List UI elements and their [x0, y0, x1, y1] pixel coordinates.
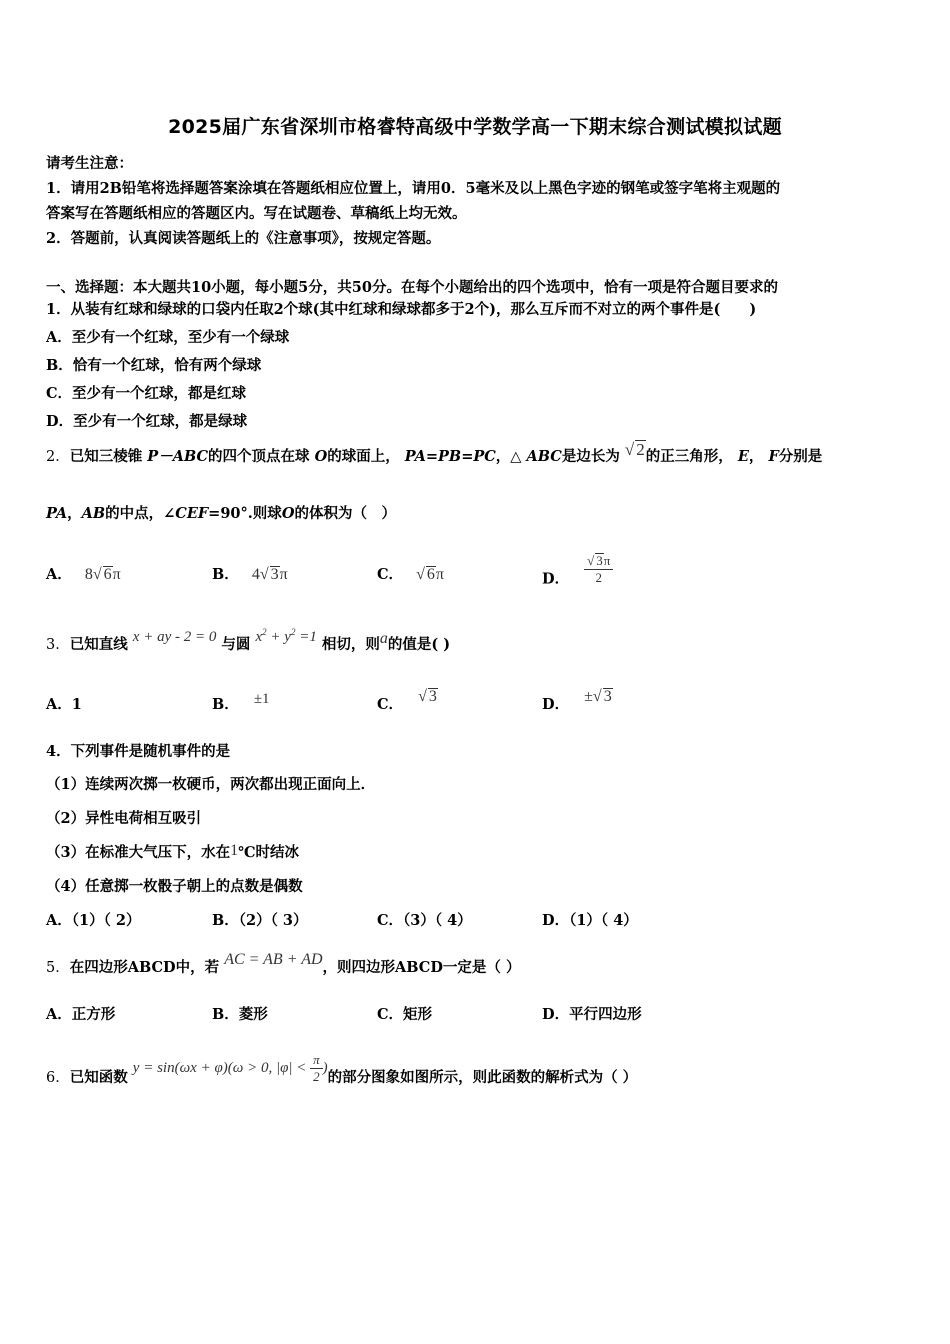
question-1-option-b: B．恰有一个红球，恰有两个绿球 — [46, 357, 262, 374]
question-number: 2． — [46, 449, 70, 465]
plus-minus: ± — [584, 688, 593, 705]
q3-text: 相切，则 — [321, 636, 380, 653]
pi: π — [603, 553, 611, 568]
question-6-stem — [46, 1052, 638, 1095]
q6-text: 已知函数 — [69, 1068, 128, 1086]
circle-equation: $x^2 + y^2 =1$ — [255, 627, 317, 645]
option-label: D． — [542, 696, 570, 713]
denominator: 2 — [313, 1069, 320, 1084]
var-x: x — [255, 629, 263, 645]
var-y: y — [284, 629, 291, 645]
q2-text: 的正三角形， — [645, 448, 733, 465]
option-fraction — [584, 553, 613, 586]
var-a: a — [379, 630, 388, 647]
option-label: B． — [212, 696, 239, 713]
radicand: 3 — [596, 553, 603, 568]
section-heading: 一、选择题：本大题共10小题，每小题5分，共50分。在每个小题给出的四个选项中，恰有一项是符合题目要求的 — [46, 279, 778, 296]
q2-var: PA — [46, 505, 68, 522]
q2-var: E — [737, 448, 749, 465]
q5-text: ，则四边形ABCD一定是（ ） — [322, 959, 521, 976]
q2-text: 的球面上， — [327, 448, 400, 465]
q2-text: 已知三棱锥 — [69, 448, 143, 465]
question-1-option-d: D．至少有一个红球，都是绿球 — [46, 413, 248, 430]
q2-text: 是边长为 — [561, 448, 620, 465]
question-4-option-b: B．（2）（ 3） — [212, 912, 308, 929]
q6-text: 的部分图象如图所示，则此函数的解析式为（ ） — [327, 1068, 638, 1086]
q2-var: CEF — [175, 505, 209, 522]
function-text: y = sin(ωx + φ)(ω > 0, |φ| < — [132, 1059, 311, 1076]
q3-text: 的值是( ) — [387, 636, 451, 653]
option-label: C． — [377, 566, 404, 583]
rhs: =1 — [299, 629, 317, 645]
question-1-stem: 1．从装有红球和绿球的口袋内任取2个球(其中红球和绿球都多于2个)，那么互斥而不对立的两个事件是( ) — [46, 301, 757, 318]
q3-text: 已知直线 — [69, 636, 128, 653]
notice-item-1: 1．请用2B铅笔将选择题答案涂填在答题纸相应位置上，请用0．5毫米及以上黑色字迹的钢笔或签字笔将主观题的 — [46, 180, 781, 197]
q2-text: 的四个顶点在球 — [208, 448, 310, 465]
coef: 4 — [251, 566, 260, 583]
pi: π — [435, 566, 444, 583]
option-math: 8√ 6π — [84, 566, 121, 583]
radicand: 3 — [603, 688, 612, 705]
question-3-option-d — [542, 688, 613, 714]
question-number: 6． — [46, 1069, 70, 1086]
q2-var: AB — [81, 505, 106, 522]
q2-var: PA=PB=PC — [404, 448, 496, 465]
question-2-option-c — [377, 563, 444, 584]
numerator: √ 3π — [584, 553, 613, 570]
question-4-item-1: （1）连续两次掷一枚硬币，两次都出现正面向上． — [46, 776, 376, 793]
question-2-stem — [46, 440, 823, 466]
notice-item-2: 2．答题前，认真阅读答题纸上的《注意事项》，按规定答题。 — [46, 230, 441, 247]
question-4-option-c: C．（3）（ 4） — [377, 912, 472, 929]
numerator: π — [310, 1052, 323, 1069]
question-4-stem: 4．下列事件是随机事件的是 — [46, 743, 231, 760]
q5-text: 在四边形ABCD中，若 — [69, 959, 220, 976]
question-3-option-b — [212, 693, 270, 714]
q2-text: 的体积为（ ） — [294, 505, 396, 522]
q2-text: 分别是 — [778, 448, 823, 465]
q2-var: O — [314, 448, 328, 465]
radicand: 3 — [270, 566, 279, 583]
notice-heading: 请考生注意： — [46, 155, 133, 172]
close-paren: ) — [322, 1059, 328, 1076]
option-math: √ 6π — [416, 566, 444, 583]
question-2-stem-cont — [46, 502, 396, 523]
exponent: 2 — [290, 627, 296, 637]
option-math: ±√ 3 — [584, 688, 612, 705]
vector-equation: AC = AB + AD — [224, 951, 323, 968]
question-5-option-b: B．菱形 — [212, 1006, 268, 1023]
q3-text: 与圆 — [221, 636, 251, 653]
q2-var: ABC — [526, 448, 562, 465]
q2-var: O — [281, 505, 295, 522]
option-label: A． — [46, 566, 72, 583]
question-4-option-a: A．（1）（ 2） — [46, 912, 141, 929]
q4-text: ℃时结冰 — [238, 844, 299, 861]
q2-text: ， — [67, 505, 82, 522]
q2-var: F — [768, 448, 779, 465]
question-5-stem — [46, 951, 521, 977]
function-expression — [132, 1052, 328, 1084]
line-equation: x + ay - 2 = 0 — [132, 629, 217, 645]
question-3-option-a: A．1 — [46, 696, 82, 713]
option-label: C． — [377, 696, 404, 713]
question-number: 3． — [46, 637, 70, 653]
notice-item-1-cont: 答案写在答题纸相应的答题区内。写在试题卷、草稿纸上均无效。 — [46, 205, 467, 222]
pi: π — [279, 566, 288, 583]
question-2-option-a — [46, 563, 121, 584]
question-4-option-d: D．（1）（ 4） — [542, 912, 638, 929]
pi: π — [112, 566, 121, 583]
question-4-item-2: （2）异性电荷相互吸引 — [46, 810, 202, 827]
question-5-option-d: D．平行四边形 — [542, 1006, 642, 1023]
q2-var: P－ABC — [147, 448, 209, 465]
question-1-option-a: A．至少有一个红球，至少有一个绿球 — [46, 329, 290, 346]
option-math: ±1 — [253, 691, 270, 707]
denominator: 2 — [595, 570, 602, 585]
question-3-stem — [46, 627, 451, 654]
option-label: B． — [212, 566, 239, 583]
sqrt-2: √ 2 — [624, 440, 645, 459]
radicand: 6 — [426, 566, 435, 583]
q2-text: 的中点，∠ — [105, 505, 176, 522]
option-math: 4√ 3π — [251, 566, 288, 583]
question-5-option-a: A．正方形 — [46, 1006, 116, 1023]
radicand: 3 — [428, 688, 437, 705]
q2-text: =90°.则球 — [208, 505, 282, 522]
question-2-option-b — [212, 563, 288, 584]
q2-text: ，△ — [495, 448, 522, 465]
exponent: 2 — [262, 627, 267, 637]
radicand: 6 — [103, 566, 112, 583]
q4-text: （3）在标准大气压下，水在 — [46, 844, 231, 861]
coef: 8 — [84, 566, 93, 583]
question-5-option-c: C．矩形 — [377, 1006, 433, 1023]
pi-over-2 — [310, 1052, 323, 1085]
option-label: D． — [542, 570, 570, 588]
question-number: 5． — [46, 960, 70, 976]
question-3-option-c — [377, 688, 438, 714]
question-4-item-3 — [46, 841, 299, 862]
question-4-item-4: （4）任意掷一枚骰子朝上的点数是偶数 — [46, 878, 303, 895]
temperature-value: 1 — [230, 842, 239, 859]
exam-title: 2025届广东省深圳市格睿特高级中学数学高一下期末综合测试模拟试题 — [168, 116, 782, 138]
option-math: √ 3 — [418, 688, 437, 705]
question-1-option-c: C．至少有一个红球，都是红球 — [46, 385, 247, 402]
q2-text: ， — [748, 448, 764, 465]
